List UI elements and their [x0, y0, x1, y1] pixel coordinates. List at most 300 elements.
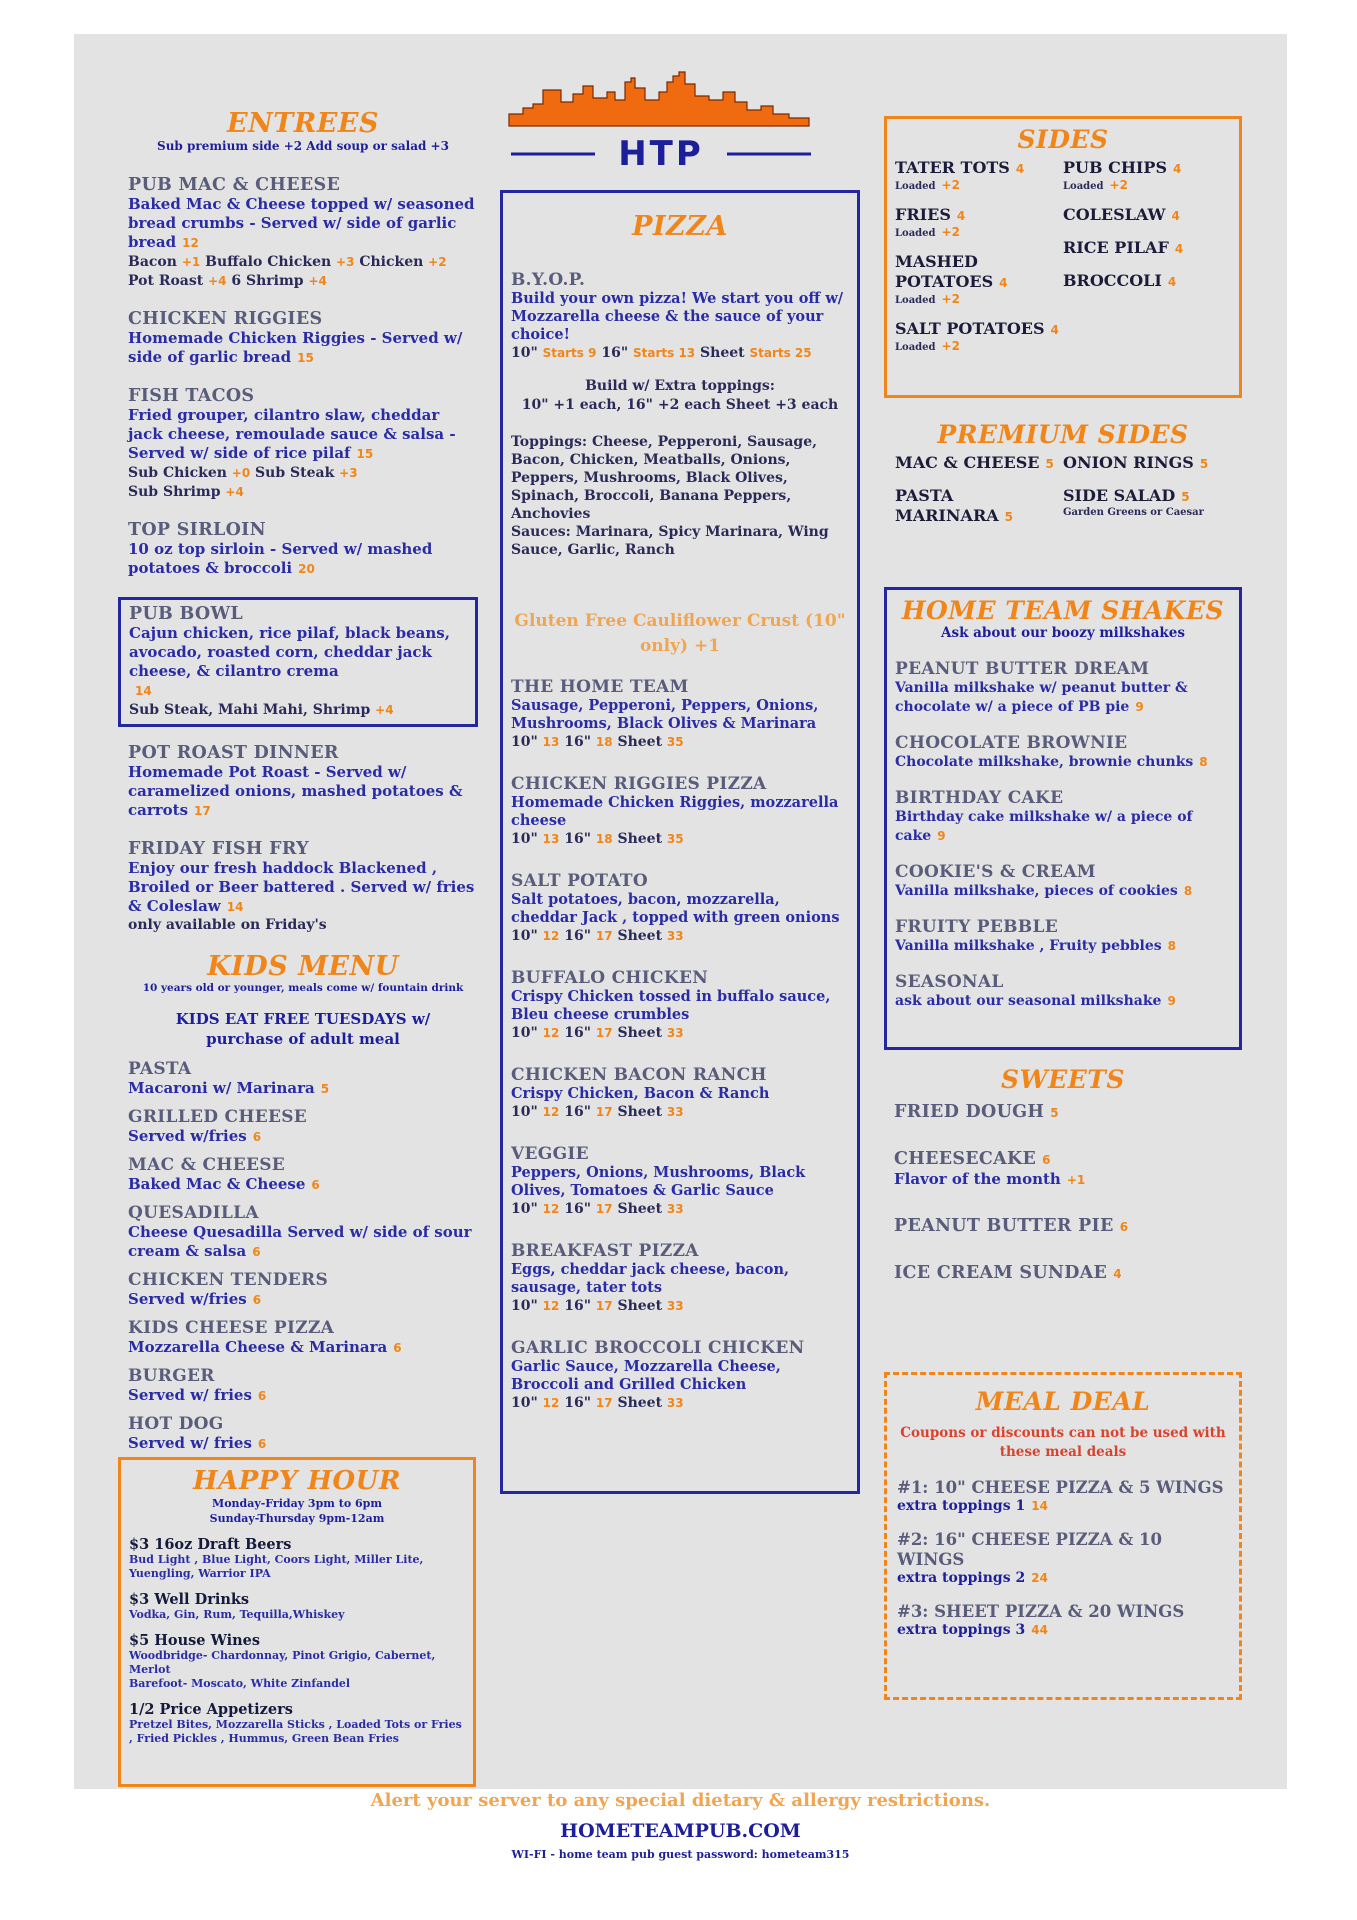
price-sheet: 33 [666, 1396, 684, 1410]
size-sheet: Sheet [612, 1201, 667, 1217]
desc-text: Homemade Pot Roast - Served w/ caramelized onions, mashed potatoes & carrots [128, 763, 463, 819]
item-name: FISH TACOS [128, 386, 255, 406]
price-16: 17 [595, 1105, 613, 1119]
price: 4 [999, 276, 1008, 290]
item-desc: Build your own pizza! We start you off w/ Mozzarella cheese & the sauce of your choice! [511, 290, 844, 343]
sweet-item [894, 1149, 1242, 1190]
item-desc: Sausage, Pepperoni, Peppers, Onions, Mushrooms, Black Olives & Marinara [511, 697, 819, 732]
price-16: 17 [595, 1202, 613, 1216]
pizza-item [511, 1144, 849, 1219]
name-text: CHEESECAKE [894, 1149, 1037, 1169]
size-16: 16" [559, 1025, 596, 1041]
side-label: MAC & CHEESE [895, 453, 1040, 472]
pizza-item [511, 677, 849, 752]
desc-text: Vanilla milkshake , Fruity pebbles [895, 938, 1162, 954]
entrees-title: ENTREES [227, 108, 379, 139]
side-item [1063, 158, 1231, 193]
item-name: BREAKFAST PIZZA [511, 1241, 699, 1261]
size-10: 10" [511, 1395, 543, 1411]
happy-hour-deal: $5 House Wines [129, 1632, 261, 1649]
loaded-option [895, 179, 1063, 193]
kids-subtitle: 10 years old or younger, meals come w/ fountain drink [142, 982, 464, 994]
item-name: HOT DOG [128, 1414, 224, 1434]
price: 6 [311, 1178, 320, 1192]
item-name [894, 1102, 1242, 1123]
side-name [895, 158, 1063, 179]
deal-desc [897, 1498, 1229, 1514]
shake-item [895, 659, 1231, 717]
happy-hour-desc: Woodbridge- Chardonnay, Pinot Grigio, Cabernet, Merlot Barefoot- Moscato, White Zinfandel [129, 1649, 436, 1690]
extra-price: +3 [336, 255, 355, 269]
desc-text: Vanilla milkshake, pieces of cookies [895, 883, 1178, 899]
item-desc [895, 679, 1231, 717]
item-desc [128, 329, 478, 368]
item-extras [128, 483, 478, 502]
pizza-prices [511, 1103, 849, 1122]
entrees-subtitle: Sub premium side +2 Add soup or salad +3 [157, 139, 449, 153]
left-column [128, 108, 478, 1462]
kids-item [128, 1107, 478, 1147]
item-name: CHICKEN BACON RANCH [511, 1065, 767, 1085]
extra-label: Buffalo Chicken [200, 254, 337, 270]
item-desc [128, 763, 478, 821]
shake-item [895, 972, 1231, 1011]
price: 44 [1031, 1623, 1048, 1637]
desc-text: Baked Mac & Cheese [128, 1175, 306, 1193]
side-label: MASHED POTATOES [895, 252, 994, 291]
entrees-list-2 [128, 743, 478, 933]
pizza-item [511, 774, 849, 849]
size-10: 10" [511, 831, 543, 847]
price: 6 [252, 1293, 262, 1307]
item-name: PASTA [128, 1059, 192, 1079]
side-label: SALT POTATOES [895, 319, 1045, 338]
pizza-item [511, 1241, 849, 1316]
extra-price: +4 [208, 274, 227, 288]
desc-text: Baked Mac & Cheese topped w/ seasoned bread crumbs - Served w/ side of garlic bread [128, 195, 475, 251]
item-note: only available on Friday's [128, 917, 327, 933]
desc-text: Enjoy our fresh haddock Blackened , Broiled or Beer battered . Served w/ fries & Coleslaw [128, 859, 475, 915]
size-10: 10" [511, 1201, 543, 1217]
side-item [1063, 271, 1231, 292]
premium-left [895, 453, 1063, 539]
extra-label: Sub Steak [250, 465, 340, 481]
size-16: 16" [559, 734, 596, 750]
side-label: TATER TOTS [895, 158, 1010, 177]
happy-hour-desc: Vodka, Gin, Rum, Tequilla,Whiskey [129, 1608, 345, 1621]
item-name: BURGER [128, 1366, 215, 1386]
premium-sides-title: PREMIUM SIDES [937, 420, 1189, 449]
item-name: VEGGIE [511, 1144, 589, 1164]
deal-heading: #3: SHEET PIZZA & 20 WINGS [897, 1602, 1185, 1621]
item-desc: Eggs, cheddar jack cheese, bacon, sausage, tater tots [511, 1261, 790, 1296]
sides-right [1063, 158, 1231, 366]
item-desc [128, 406, 478, 464]
price-sheet: 33 [666, 929, 684, 943]
price: 5 [1045, 457, 1054, 471]
price-10: 12 [542, 1026, 560, 1040]
item-name: COOKIE'S & CREAM [895, 862, 1096, 882]
price: 6 [252, 1130, 262, 1144]
price: +2 [941, 178, 960, 192]
desc-text: ask about our seasonal milkshake [895, 993, 1162, 1009]
entree-item [128, 743, 478, 821]
loaded-label: Loaded [895, 228, 936, 239]
entrees-list [128, 175, 478, 579]
price-10: 13 [542, 735, 560, 749]
size-10: 10" [511, 1025, 543, 1041]
kids-item [128, 1155, 478, 1195]
price: 4 [1015, 162, 1025, 176]
price: 15 [297, 351, 314, 365]
price-10: 12 [542, 1202, 560, 1216]
extra-label: Sub Chicken [128, 465, 232, 481]
size-16: 16" [559, 1104, 596, 1120]
meal-deal-box [884, 1372, 1242, 1700]
price: 20 [298, 562, 315, 576]
side-name [895, 252, 1063, 293]
loaded-option [895, 340, 1063, 354]
kids-item [128, 1270, 478, 1310]
kids-item [128, 1059, 478, 1099]
price: +2 [941, 339, 960, 353]
size-sheet: Sheet [612, 928, 667, 944]
item-desc [895, 937, 1231, 956]
size-price: Starts 25 [749, 346, 812, 360]
item-desc [895, 808, 1231, 846]
item-desc: Garlic Sauce, Mozzarella Cheese, Broccoli and Grilled Chicken [511, 1358, 781, 1393]
price: +1 [1066, 1173, 1086, 1187]
item-name [894, 1263, 1242, 1284]
item-name: PEANUT BUTTER DREAM [895, 659, 1150, 679]
premium-sides [884, 420, 1242, 539]
loaded-option [1063, 179, 1231, 193]
kids-item [128, 1414, 478, 1454]
kids-menu [128, 951, 478, 1454]
price: 6 [1042, 1153, 1051, 1167]
item-name: QUESADILLA [128, 1203, 259, 1223]
price-16: 17 [595, 1299, 613, 1313]
extra-price: +1 [181, 255, 201, 269]
name-text: PEANUT BUTTER PIE [894, 1216, 1114, 1236]
price: 9 [1167, 994, 1176, 1008]
side-item [895, 453, 1063, 474]
price-sheet: 33 [666, 1026, 684, 1040]
price: 4 [1050, 323, 1059, 337]
side-label: SIDE SALAD [1063, 486, 1176, 505]
side-item [895, 252, 1063, 307]
desc-text: Macaroni w/ Marinara [128, 1079, 315, 1097]
price: 14 [226, 900, 244, 914]
size-sheet: Sheet [612, 1298, 667, 1314]
happy-hour-title: HAPPY HOUR [193, 1466, 401, 1496]
item-name: PUB MAC & CHEESE [128, 175, 341, 195]
price: 24 [1031, 1571, 1048, 1585]
price-sheet: 33 [666, 1299, 684, 1313]
price-10: 13 [542, 832, 560, 846]
price: 14 [1031, 1499, 1048, 1513]
item-name: FRUITY PEBBLE [895, 917, 1058, 937]
size-16: 16" [559, 831, 596, 847]
side-name [895, 205, 1063, 226]
sides-left [895, 158, 1063, 366]
sweets-list [884, 1102, 1242, 1284]
sides-columns [895, 158, 1231, 366]
happy-hour-deal: 1/2 Price Appetizers [129, 1701, 293, 1718]
pizza-prices [511, 1297, 849, 1316]
item-desc [128, 1223, 478, 1262]
item-name: SEASONAL [895, 972, 1004, 992]
side-name [895, 453, 1063, 474]
shake-item [895, 733, 1231, 772]
kids-list [128, 1059, 478, 1454]
side-item [895, 486, 1063, 527]
price-sheet: 33 [666, 1105, 684, 1119]
toppings-list: Toppings: Cheese, Pepperoni, Sausage, Bacon, Chicken, Meatballs, Onions, Peppers, Mushrooms, Black Olives, Spinach, Broccoli, Banana Peppers, Anchovies [511, 434, 817, 522]
side-item [1063, 453, 1231, 474]
deal-text: extra toppings 2 [897, 1570, 1026, 1586]
price: 5 [1004, 510, 1014, 524]
side-item [895, 158, 1063, 193]
happy-hour-deal: $3 Well Drinks [129, 1591, 250, 1608]
item-name: CHICKEN RIGGIES PIZZA [511, 774, 767, 794]
extra-label: Bacon [128, 254, 182, 270]
skyline-shape [509, 72, 809, 126]
pub-bowl-box [118, 597, 478, 727]
item-desc [128, 1127, 478, 1147]
side-name [1063, 238, 1231, 259]
price: +2 [941, 292, 960, 306]
pizza-item [511, 968, 849, 1043]
pizza-item [511, 1065, 849, 1122]
side-name [1063, 205, 1231, 226]
item-name: POT ROAST DINNER [128, 743, 339, 763]
shakes-title: HOME TEAM SHAKES [901, 596, 1225, 625]
side-label: PUB CHIPS [1063, 158, 1167, 177]
pizza-title: PIZZA [632, 211, 728, 242]
happy-hour-desc: Pretzel Bites, Mozzarella Sticks , Loaded Tots or Fries , Fried Pickles , Hummus, Green Bean Fries [129, 1718, 462, 1745]
deal-heading: #2: 16" CHEESE PIZZA & 10 WINGS [897, 1530, 1162, 1569]
size-16: 16" [559, 1395, 596, 1411]
pizza-prices [511, 927, 849, 946]
item-desc: Peppers, Onions, Mushrooms, Black Olives, Tomatoes & Garlic Sauce [511, 1164, 806, 1199]
side-name [1063, 271, 1231, 292]
item-desc [128, 1338, 478, 1358]
loaded-label: Loaded [895, 295, 936, 306]
extra-label: Pot Roast [128, 273, 209, 289]
desc-text: Served w/ fries [128, 1386, 252, 1404]
wifi-info: WI-FI - home team pub guest password: hometeam315 [511, 1848, 850, 1861]
side-item [1063, 486, 1231, 519]
size-sheet: Sheet [612, 734, 667, 750]
byop-item [511, 270, 849, 363]
desc-text: Served w/fries [128, 1127, 247, 1145]
item-extras [128, 272, 478, 291]
item-desc: Homemade Chicken Riggies, mozzarella cheese [511, 794, 839, 829]
item-extras [128, 464, 478, 483]
sides-box [884, 116, 1242, 398]
item-desc: Crispy Chicken, Bacon & Ranch [511, 1085, 770, 1102]
size-price: Starts 9 [542, 346, 597, 360]
price: 4 [956, 209, 966, 223]
item-name: GRILLED CHEESE [128, 1107, 308, 1127]
loaded-option [895, 226, 1063, 240]
price: 5 [1050, 1106, 1059, 1120]
desc-text: Flavor of the month [894, 1170, 1061, 1188]
extra-label: Chicken [354, 254, 429, 270]
item-extras [128, 253, 478, 272]
item-name: THE HOME TEAM [511, 677, 689, 697]
sweet-item [894, 1102, 1242, 1123]
item-name: SALT POTATO [511, 871, 648, 891]
shakes-list [895, 659, 1231, 1011]
deal-desc [897, 1570, 1229, 1586]
item-desc [128, 1079, 478, 1099]
item-desc [895, 882, 1231, 901]
happy-hour-deal: $3 16oz Draft Beers [129, 1536, 292, 1553]
sweets [884, 1065, 1242, 1310]
item-desc [128, 1386, 478, 1406]
loaded-option [895, 293, 1063, 307]
name-text: ICE CREAM SUNDAE [894, 1263, 1108, 1283]
side-label: BROCCOLI [1063, 271, 1162, 290]
side-label: COLESLAW [1063, 205, 1166, 224]
item-extra: Sub Steak, Mahi Mahi, Shrimp +4 [129, 702, 394, 718]
size-sheet: Sheet [612, 1104, 667, 1120]
item-name: PUB BOWL [129, 604, 244, 624]
loaded-label: Loaded [895, 181, 936, 192]
size-10: 10" [511, 1298, 543, 1314]
size-10: 10" [511, 734, 543, 750]
price-16: 18 [595, 735, 613, 749]
item-desc: Crispy Chicken tossed in buffalo sauce, Bleu cheese crumbles [511, 988, 831, 1023]
size-16: 16" [559, 1201, 596, 1217]
extra-label: Sub Shrimp [128, 484, 226, 500]
pizza-box [500, 190, 860, 1494]
desc-text: Fried grouper, cilantro slaw, cheddar jack cheese, remoulade sauce & salsa - Served w/ side of rice pilaf [128, 406, 456, 462]
sweets-title: SWEETS [1001, 1065, 1125, 1094]
item-name: KIDS CHEESE PIZZA [128, 1318, 335, 1338]
price-16: 18 [595, 832, 613, 846]
price: 5 [1181, 490, 1190, 504]
byop-sizes [511, 344, 849, 363]
desc-text: Cheese Quesadilla Served w/ side of sour cream & salsa [128, 1223, 472, 1260]
gluten-free-note: Gluten Free Cauliflower Crust (10" only) +1 [514, 611, 846, 656]
desc-text: Birthday cake milkshake w/ a piece of cake [895, 809, 1193, 844]
desc-text: Homemade Chicken Riggies - Served w/ side of garlic bread [128, 329, 463, 366]
kids-item [128, 1203, 478, 1262]
price: 9 [1135, 700, 1144, 714]
sides-title: SIDES [1017, 125, 1109, 154]
desc-text: Served w/fries [128, 1290, 247, 1308]
item-desc [128, 1290, 478, 1310]
price-sheet: 33 [666, 1202, 684, 1216]
item-name: BIRTHDAY CAKE [895, 788, 1064, 808]
side-item [1063, 205, 1231, 226]
price: 5 [1199, 457, 1209, 471]
side-item [895, 319, 1063, 354]
price-sheet: 35 [666, 735, 684, 749]
toppings-price: 10" +1 each, 16" +2 each Sheet +3 each [521, 397, 839, 413]
price: +2 [941, 225, 960, 239]
happy-hour-box [118, 1457, 476, 1787]
side-item [1063, 238, 1231, 259]
meal-deal-warning: Coupons or discounts can not be used with these meal deals [900, 1425, 1226, 1460]
size-sheet: Sheet [612, 831, 667, 847]
toppings-title: Build w/ Extra toppings: [585, 378, 775, 394]
price: 15 [356, 447, 374, 461]
deal-desc [897, 1622, 1229, 1638]
price: 4 [1171, 209, 1180, 223]
size-16: 16" [559, 928, 596, 944]
kids-item [128, 1366, 478, 1406]
price-16: 17 [595, 1026, 613, 1040]
item-desc [128, 540, 478, 579]
entree-item [128, 520, 478, 579]
price: 8 [1199, 755, 1208, 769]
entree-item [128, 175, 478, 291]
side-note: Garden Greens or Caesar [1063, 507, 1204, 518]
htp-skyline-logo [503, 70, 819, 170]
price: 17 [194, 804, 211, 818]
extra-price: +2 [428, 255, 447, 269]
price: 12 [182, 236, 199, 250]
entree-item [128, 386, 478, 502]
extra-price: +4 [225, 485, 244, 499]
price: 6 [257, 1437, 267, 1451]
item-price: 14 [135, 684, 152, 698]
item-desc [128, 859, 478, 917]
item-name: GARLIC BROCCOLI CHICKEN [511, 1338, 805, 1358]
shakes-subtitle: Ask about our boozy milkshakes [941, 625, 1185, 641]
desc-text: Chocolate milkshake, brownie chunks [895, 754, 1194, 770]
size-price: Starts 13 [633, 346, 696, 360]
logo-text: HTP [618, 134, 704, 170]
item-desc [128, 195, 478, 253]
side-item [895, 205, 1063, 240]
price: 4 [1167, 275, 1177, 289]
price: 4 [1113, 1267, 1122, 1281]
sweet-item [894, 1216, 1242, 1237]
item-name [894, 1149, 1242, 1170]
happy-hour-times-2: Sunday-Thursday 9pm-12am [209, 1512, 385, 1525]
size-label: 16" [596, 345, 633, 361]
item-name: BUFFALO CHICKEN [511, 968, 709, 988]
price-16: 17 [595, 929, 613, 943]
desc-text: Mozzarella Cheese & Marinara [128, 1338, 388, 1356]
price-10: 12 [542, 1105, 560, 1119]
price: 6 [252, 1245, 261, 1259]
website-link[interactable]: HOMETEAMPUB.COM [560, 1820, 801, 1842]
price: 6 [1119, 1220, 1129, 1234]
premium-columns [884, 453, 1242, 539]
side-label: PASTA MARINARA [895, 486, 999, 525]
item-name [894, 1216, 1242, 1237]
size-sheet: Sheet [612, 1395, 667, 1411]
sauces-list: Sauces: Marinara, Spicy Marinara, Wing Sauce, Garlic, Ranch [511, 524, 829, 558]
price: 6 [257, 1389, 267, 1403]
entree-item [128, 839, 478, 933]
extra-label: 6 Shrimp [226, 273, 309, 289]
meal-deal-title: MEAL DEAL [975, 1387, 1151, 1416]
item-name: TOP SIRLOIN [128, 520, 266, 540]
item-desc: Cajun chicken, rice pilaf, black beans, avocado, roasted corn, cheddar jack cheese, & cilantro crema [129, 624, 450, 680]
shake-item [895, 788, 1231, 846]
item-name: CHICKEN TENDERS [128, 1270, 329, 1290]
desc-text: Served w/ fries [128, 1434, 252, 1452]
item-desc [895, 992, 1231, 1011]
extra-price: +4 [308, 274, 327, 288]
